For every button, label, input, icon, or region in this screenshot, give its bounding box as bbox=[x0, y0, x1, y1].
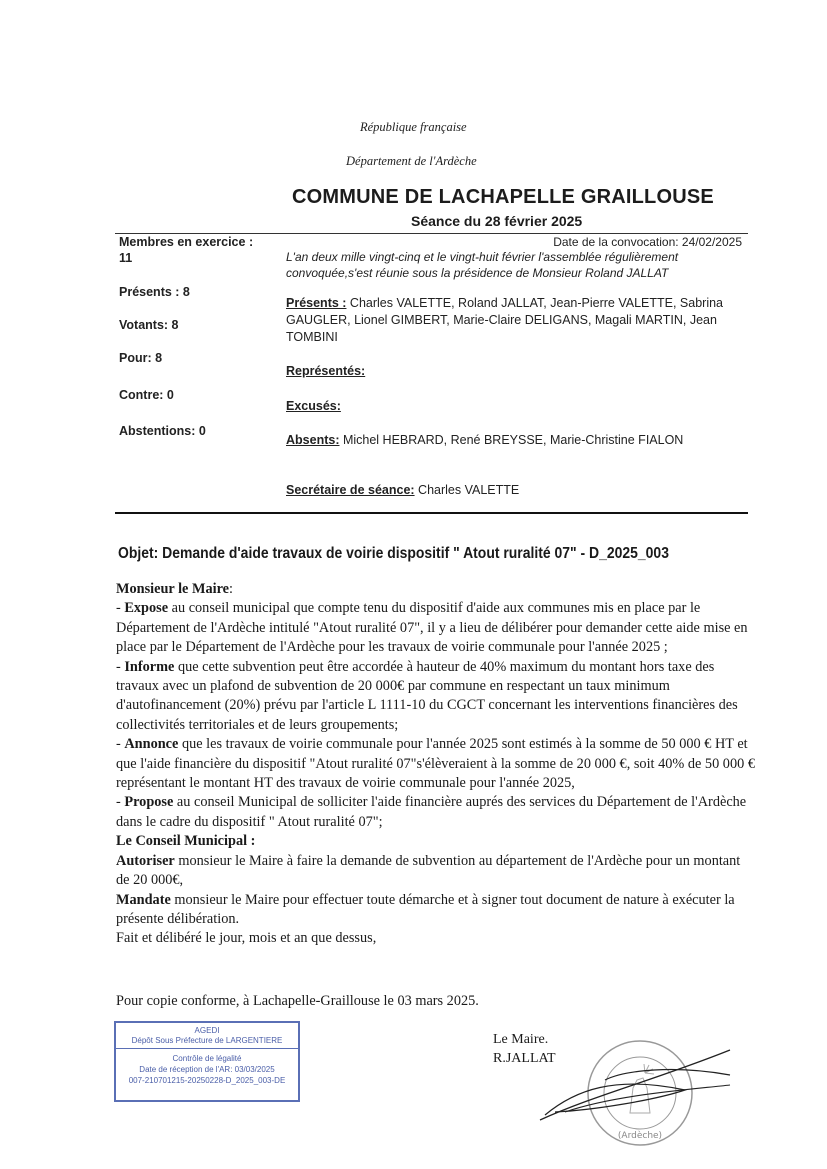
abstentions-count: Abstentions: 0 bbox=[119, 424, 206, 438]
membres-label: Membres en exercice : bbox=[119, 235, 254, 249]
bottom-divider bbox=[115, 512, 748, 514]
informe-paragraph: - Informe que cette subvention peut être accordée à hauteur de 40% maximum du montant hors taxe des travaux avec un plafond de subvention de 20 000€ par commune en respectant un taux minimum d'autofinancement (20%) prévu par l'article L 1111-10 du CGCT concernant les interventions financières des collectivités territoriales et de leurs groupements; bbox=[116, 658, 738, 733]
signature-title: Le Maire. bbox=[493, 1032, 549, 1047]
stamp-line-3: Contrôle de légalité bbox=[172, 1054, 242, 1063]
secretaire-block bbox=[286, 482, 748, 499]
signature-scribble-icon bbox=[535, 1040, 735, 1130]
department-label: Département de l'Ardèche bbox=[346, 154, 477, 168]
copie-conforme: Pour copie conforme, à Lachapelle-Graillouse le 03 mars 2025. bbox=[116, 993, 479, 1009]
absents-names: Michel HEBRARD, René BREYSSE, Marie-Christine FIALON bbox=[339, 433, 684, 447]
top-divider bbox=[115, 233, 748, 234]
agedi-stamp bbox=[114, 1021, 300, 1102]
session-date: Séance du 28 février 2025 bbox=[411, 213, 583, 229]
session-intro: L'an deux mille vingt-cinq et le vingt-huit février l'assemblée régulièrement convoquée,s'est réunie sous la présidence de Monsieur Roland JALLAT bbox=[286, 250, 679, 280]
presents-block bbox=[286, 295, 748, 346]
propose-paragraph: - Propose au conseil Municipal de solliciter l'aide financière auprés des services du Département de l'Ardèche dans le cadre du dispositif " Atout ruralité 07"; bbox=[116, 794, 747, 830]
expose-text: au conseil municipal que compte tenu du dispositif d'aide aux communes mis en place par le Département de l'Ardèche intitulé "Atout ruralité 07", il y a lieu de délibérer pour demander cette aide mise en place par le Département de l'Ardèche pour les travaux de voirie communale pour l'année 2025 ; bbox=[116, 600, 748, 656]
excuses-block bbox=[286, 398, 748, 415]
mandate-text: monsieur le Maire pour effectuer toute démarche et à signer tout document de nature à exécuter la présente délibération. bbox=[116, 891, 735, 927]
autoriser-paragraph bbox=[116, 852, 756, 891]
votants-count: Votants: 8 bbox=[119, 318, 179, 332]
stamp-line-1: AGEDI bbox=[194, 1026, 220, 1035]
autoriser-text: monsieur le Maire à faire la demande de subvention au département de l'Ardèche pour un montant de 20 000€, bbox=[116, 852, 741, 889]
stamp-line-4: Date de réception de l'AR: 03/03/2025 bbox=[139, 1065, 275, 1074]
maire-heading: Monsieur le Maire bbox=[116, 581, 230, 597]
mandate-keyword: Mandate bbox=[116, 891, 171, 908]
expose-paragraph: - Expose au conseil municipal que compte tenu du dispositif d'aide aux communes mis en place par le Département de l'Ardèche intitulé "Atout ruralité 07", il y a lieu de délibérer pour demander cette aide mise en place par le Département de l'Ardèche pour les travaux de voirie communale pour l'année 2025 ; bbox=[116, 600, 748, 656]
propose-keyword: Propose bbox=[124, 794, 174, 811]
representes-block bbox=[286, 363, 748, 380]
presents-count: Présents : 8 bbox=[119, 285, 190, 299]
annonce-text: que les travaux de voirie communale pour l'année 2025 sont estimés à la somme de 50 000 € HT et que l'aide financière du dispositif "Atout ruralité 07"s'élèveraient à la somme de 20 000 €, soit 40% de 50 000 € représentant le montant HT des travaux de voirie communale pour l'année 2025, bbox=[116, 736, 755, 792]
annonce-paragraph: - Annonce que les travaux de voirie communale pour l'année 2025 sont estimés à la somme de 50 000 € HT et que l'aide financière du dispositif "Atout ruralité 07"s'élèveraient à la somme de 20 000 €, soit 40% de 50 000 € représentant le montant HT des travaux de voirie communale pour l'année 2025, bbox=[116, 736, 755, 792]
presents-names: Charles VALETTE, Roland JALLAT, Jean-Pierre VALETTE, Sabrina GAUGLER, Lionel GIMBERT, Marie-Claire DELIGANS, Magali MARTIN, Jean TOMBINI bbox=[286, 296, 724, 344]
excuses-label: Excusés: bbox=[286, 399, 341, 413]
pour-count: Pour: 8 bbox=[119, 351, 163, 365]
secretaire-name: Charles VALETTE bbox=[414, 483, 520, 497]
membres-value: 11 bbox=[119, 251, 133, 265]
informe-text: que cette subvention peut être accordée à hauteur de 40% maximum du montant hors taxe des travaux avec un plafond de subvention de 20 000€ par commune en respectant un taux minimum d'autofinancement (20%) prévu par l'article L 1111-10 du CGCT concernant les interventions financières des collectivités territoriales et de leurs groupements; bbox=[116, 658, 738, 733]
propose-text: au conseil Municipal de solliciter l'aide financière auprés des services du Département de l'Ardèche dans le cadre du dispositif " Atout ruralité 07"; bbox=[116, 794, 747, 830]
mandate-paragraph bbox=[116, 891, 756, 930]
contre-count: Contre: 0 bbox=[119, 388, 174, 402]
republic-label: République française bbox=[360, 120, 467, 134]
stamp-line-5: 007-210701215-20250228-D_2025_003-DE bbox=[128, 1076, 286, 1085]
signature-name: R.JALLAT bbox=[493, 1051, 556, 1066]
commune-title: COMMUNE DE LACHAPELLE GRAILLOUSE bbox=[292, 186, 714, 208]
objet-title: Objet: Demande d'aide travaux de voirie dispositif " Atout ruralité 07" - D_2025_003 bbox=[118, 545, 669, 562]
secretaire-label: Secrétaire de séance: bbox=[286, 483, 415, 497]
stamp-line-2: Dépôt Sous Préfecture de LARGENTIERE bbox=[131, 1036, 283, 1045]
informe-keyword: Informe bbox=[124, 658, 175, 675]
autoriser-keyword: Autoriser bbox=[116, 852, 175, 869]
absents-block bbox=[286, 432, 748, 449]
annonce-keyword: Annonce bbox=[124, 736, 179, 753]
svg-text:(Ardèche): (Ardèche) bbox=[617, 1131, 663, 1141]
conseil-heading: Le Conseil Municipal : bbox=[116, 833, 256, 850]
maire-heading-colon: : bbox=[229, 581, 234, 597]
fait-line: Fait et délibéré le jour, mois et an que dessus, bbox=[116, 930, 377, 947]
representes-label: Représentés: bbox=[286, 364, 366, 378]
presents-label: Présents : bbox=[286, 296, 347, 310]
absents-label: Absents: bbox=[286, 433, 340, 447]
deliberation-body bbox=[116, 580, 756, 949]
convocation-date: Date de la convocation: 24/02/2025 bbox=[553, 235, 742, 249]
expose-keyword: Expose bbox=[124, 600, 169, 617]
